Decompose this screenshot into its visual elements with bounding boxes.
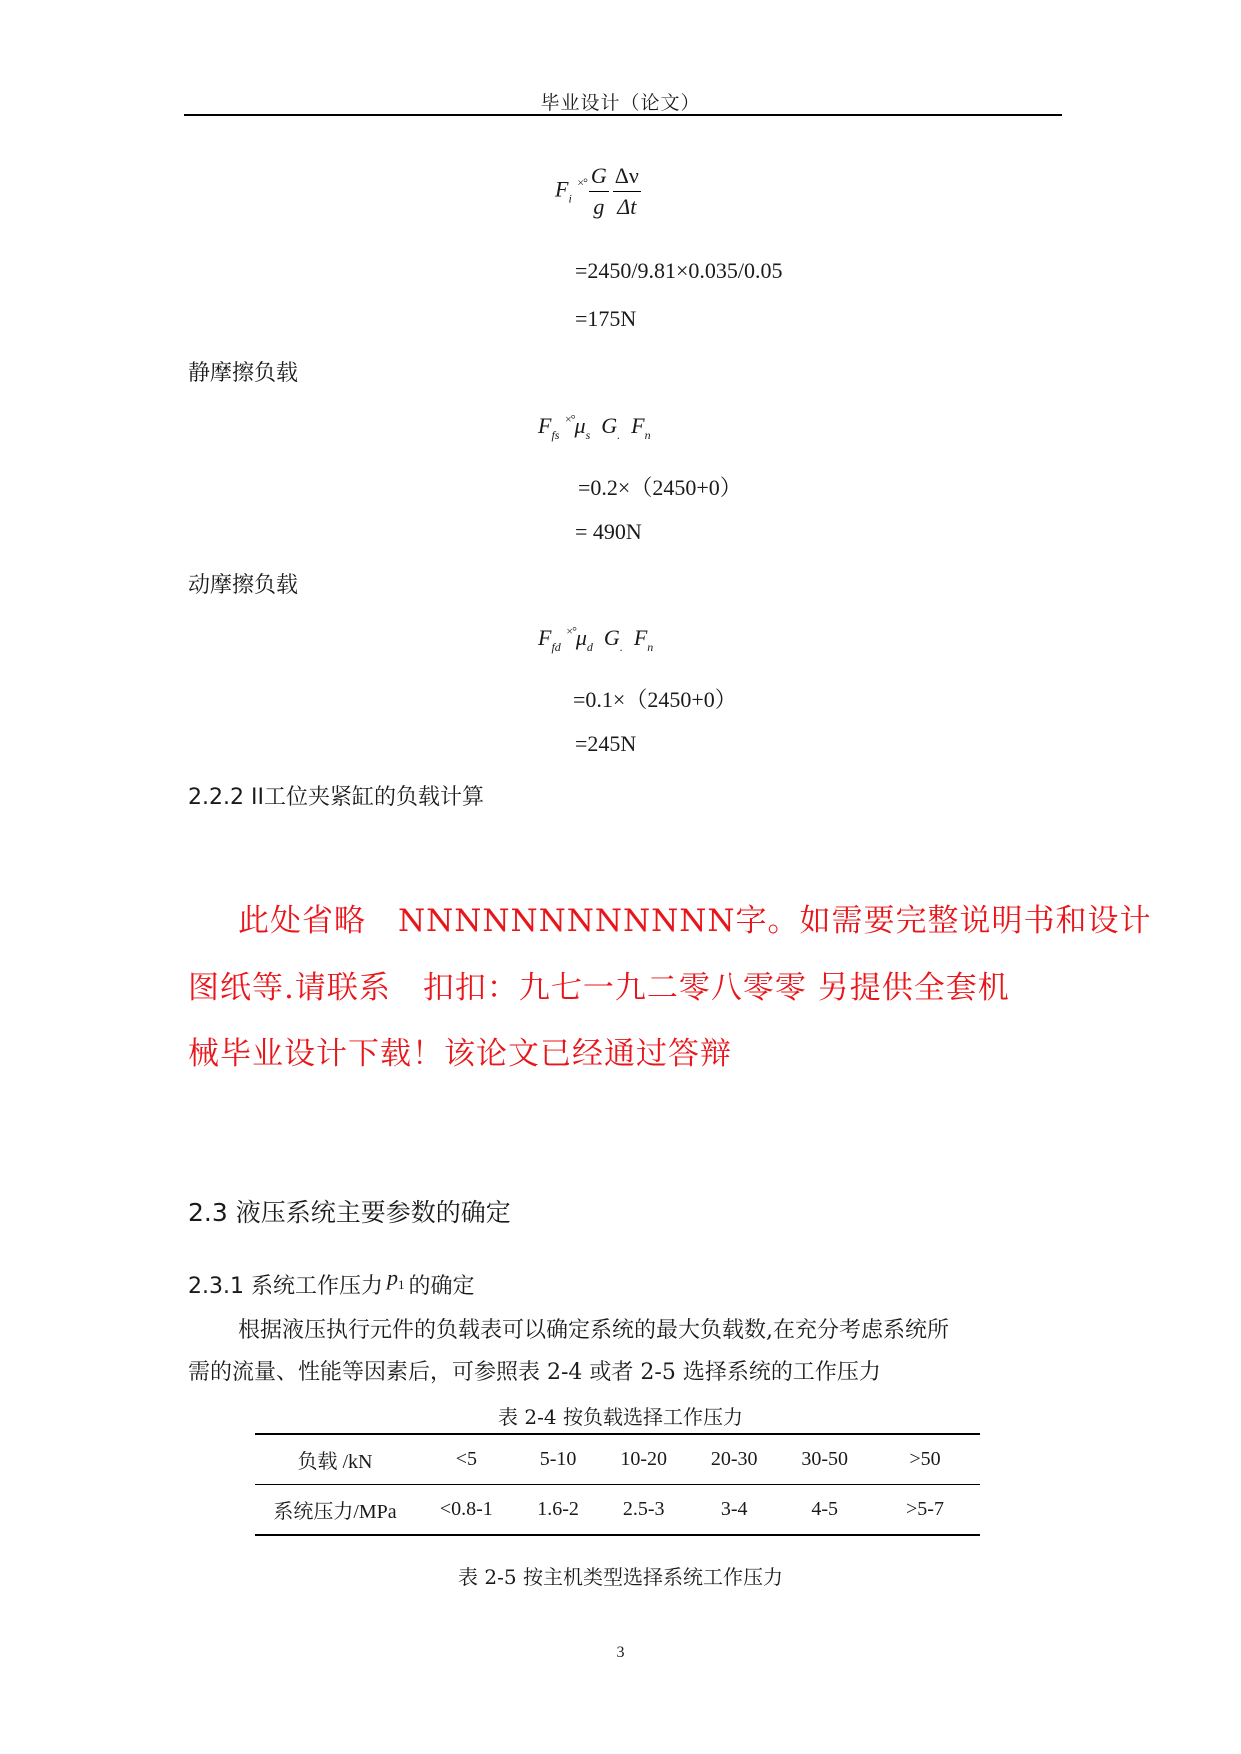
notice-line-3: 械毕业设计下载！该论文已经通过答辩 bbox=[188, 1036, 732, 1072]
section-heading-2-3: 2.3 液压系统主要参数的确定 bbox=[188, 1198, 511, 1227]
table-row bbox=[255, 1434, 980, 1485]
formula-inertia bbox=[555, 163, 643, 220]
page-header-title: 毕业设计（论文） bbox=[540, 92, 701, 114]
formula-symbol: G bbox=[601, 413, 618, 438]
formula-step: =2450/9.81×0.035/0.05 bbox=[575, 258, 783, 283]
table-2-4-caption: 表 2-4 按负载选择工作压力 bbox=[498, 1405, 743, 1429]
page-number: 3 bbox=[616, 1644, 625, 1661]
table-2-5-caption: 表 2-5 按主机类型选择系统工作压力 bbox=[458, 1565, 783, 1589]
formula-static-friction bbox=[538, 412, 651, 443]
section-heading-2-2-2: 2.2.2 II工位夹紧缸的负载计算 bbox=[188, 785, 484, 810]
formula-subscript: fd bbox=[551, 640, 561, 654]
fraction-numerator: Δν bbox=[613, 163, 641, 192]
formula-subscript: n bbox=[644, 428, 651, 442]
formula-operator: ×° bbox=[566, 624, 576, 638]
fraction-g bbox=[589, 163, 609, 220]
heading-prefix: 2.3.1 系统工作压力 bbox=[188, 1274, 383, 1299]
table-cell: 10-20 bbox=[598, 1434, 689, 1485]
pressure-subscript: 1 bbox=[397, 1277, 405, 1292]
formula-symbol: G bbox=[603, 625, 620, 650]
heading-suffix: 的确定 bbox=[408, 1274, 475, 1299]
table-cell: 4-5 bbox=[779, 1485, 870, 1536]
table-cell: 系统压力/MPa bbox=[255, 1485, 415, 1536]
formula-subscript: i bbox=[568, 191, 572, 206]
formula-operator: ×° bbox=[564, 412, 575, 426]
formula-operator: ×° bbox=[577, 175, 587, 190]
table-row bbox=[255, 1485, 980, 1536]
formula-subscript: s bbox=[585, 428, 591, 442]
formula-step: =175N bbox=[575, 306, 637, 331]
table-cell: 5-10 bbox=[518, 1434, 599, 1485]
paragraph-line-2: 需的流量、性能等因素后，可参照表 2-4 或者 2-5 选择系统的工作压力 bbox=[188, 1360, 881, 1385]
paragraph-line-1: 根据液压执行元件的负载表可以确定系统的最大负载数,在充分考虑系统所 bbox=[238, 1318, 949, 1343]
table-cell: >5-7 bbox=[870, 1485, 980, 1536]
fraction-dv-dt bbox=[613, 163, 641, 220]
table-cell: 2.5-3 bbox=[598, 1485, 689, 1536]
formula-symbol: F bbox=[538, 625, 552, 650]
formula-symbol: μ bbox=[575, 625, 587, 650]
formula-dynamic-friction bbox=[538, 624, 653, 655]
table-cell: <5 bbox=[415, 1434, 518, 1485]
formula-subscript: . bbox=[617, 428, 621, 442]
table-2-4 bbox=[255, 1433, 980, 1536]
fraction-numerator: G bbox=[589, 163, 609, 192]
formula-subscript: n bbox=[647, 640, 654, 654]
notice-line-1: 此处省略 NNNNNNNNNNNN字。如需要完整说明书和设计 bbox=[238, 903, 1152, 939]
formula-symbol: μ bbox=[574, 413, 586, 438]
table-cell: 30-50 bbox=[779, 1434, 870, 1485]
formula-subscript: d bbox=[586, 640, 593, 654]
label-static-friction: 静摩擦负载 bbox=[188, 361, 299, 386]
formula-symbol: F bbox=[631, 413, 645, 438]
fraction-denominator: Δt bbox=[617, 194, 637, 219]
table-cell: 1.6-2 bbox=[518, 1485, 599, 1536]
notice-line-2: 图纸等.请联系 扣扣：九七一九二零八零零 另提供全套机 bbox=[188, 970, 1010, 1006]
fraction-denominator: g bbox=[593, 194, 605, 219]
table-cell: <0.8-1 bbox=[415, 1485, 518, 1536]
formula-step: =0.1×（2450+0） bbox=[573, 687, 737, 712]
table-cell: 3-4 bbox=[689, 1485, 780, 1536]
formula-step: = 490N bbox=[575, 519, 642, 544]
formula-subscript: fs bbox=[551, 428, 560, 442]
pressure-symbol: p bbox=[386, 1265, 398, 1290]
formula-symbol: F bbox=[555, 176, 569, 202]
formula-step: =245N bbox=[575, 731, 637, 756]
table-cell: 20-30 bbox=[689, 1434, 780, 1485]
header-rule bbox=[184, 114, 1062, 116]
formula-step: =0.2×（2450+0） bbox=[578, 475, 742, 500]
formula-symbol: F bbox=[633, 625, 648, 650]
table-cell: >50 bbox=[870, 1434, 980, 1485]
section-heading-2-3-1 bbox=[188, 1265, 475, 1300]
formula-symbol: F bbox=[538, 413, 552, 438]
table-cell: 负载 /kN bbox=[255, 1434, 415, 1485]
label-dynamic-friction: 动摩擦负载 bbox=[188, 573, 299, 598]
formula-subscript: . bbox=[619, 640, 623, 654]
